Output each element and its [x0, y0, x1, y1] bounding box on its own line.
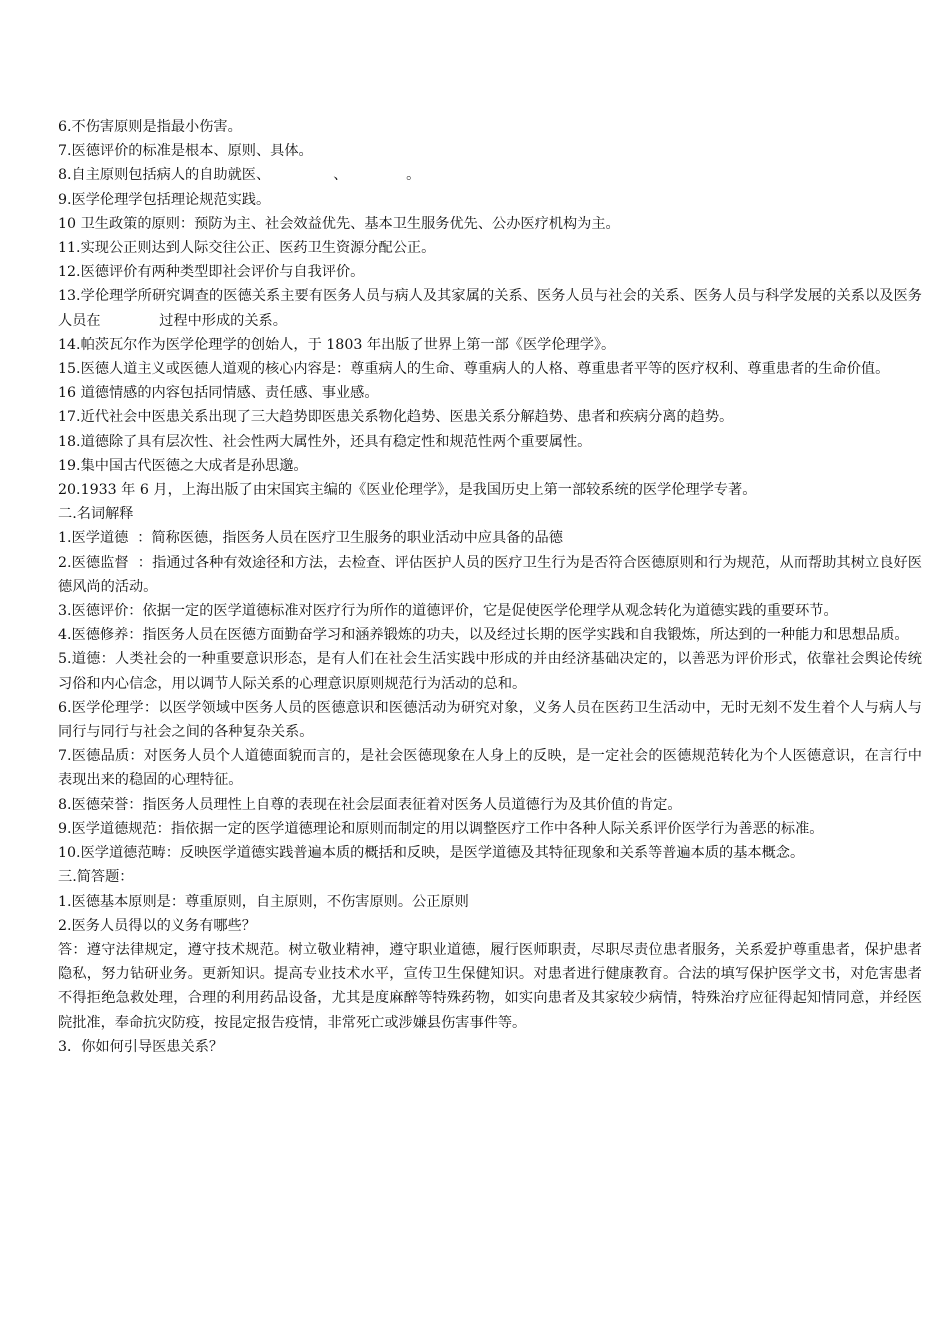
text-line: 答：遵守法律规定，遵守技术规范。树立敬业精神，遵守职业道德，履行医师职责，尽职尽责位患者服务，关系爱护尊重患者，保护患者隐私，努力钻研业务。更新知识。提高专业技术水平，宣传卫生保健知识。对患者进行健康教育。合法的填写保护医学文书，对危害患者不得拒绝急救处理，合理的利用药品设备，尤其是度麻醉等特殊药物，如实向患者及其家较少病情，特殊治疗应征得起知情同意，并经医院批准，奉命抗灾防疫，按昆定报告疫情，非常死亡或涉嫌县伤害事件等。 [58, 941, 922, 1031]
text-line: 14.帕茨瓦尔作为医学伦理学的创始人，于 1803 年出版了世界上第一部《医学伦理学》。 [58, 336, 616, 353]
text-line: 6.不伤害原则是指最小伤害。 [58, 119, 242, 135]
text-line: 20.1933 年 6 月，上海出版了由宋国宾主编的《医业伦理学》，是我国历史上第一部较系统的医学伦理学专著。 [58, 482, 757, 499]
text-line: 9.医学道德规范：指依据一定的医学道德理论和原则而制定的用以调整医疗工作中各种人际关系评价医学行为善恶的标准。 [58, 820, 824, 837]
text-line: 4.医德修养：指医务人员在医德方面勤奋学习和涵养锻炼的功夫，以及经过长期的医学实践和自我锻炼，所达到的一种能力和思想品质。 [58, 627, 909, 644]
text-line: 18.道德除了具有层次性、社会性两大属性外，还具有稳定性和规范性两个重要属性。 [58, 433, 592, 450]
text-line: 3．你如何引导医患关系？ [58, 1038, 224, 1055]
text-line: 19.集中国古代医德之大成者是孙思邈。 [58, 457, 308, 474]
text-line: 17.近代社会中医患关系出现了三大趋势即医患关系物化趋势、医患关系分解趋势、患者和疾病分离的趋势。 [58, 409, 734, 426]
text-line: 13.学伦理学所研究调查的医德关系主要有医务人员与病人及其家属的关系、医务人员与社会的关系、医务人员与科学发展的关系以及医务人员在 过程中形成的关系。 [58, 288, 922, 329]
text-line: 16 道德情感的内容包括同情感、责任感、事业感。 [58, 385, 379, 402]
text-line: 8.医德荣誉：指医务人员理性上自尊的表现在社会层面表征着对医务人员道德行为及其价值的肯定。 [58, 796, 682, 813]
text-line: 5.道德：人类社会的一种重要意识形态，是有人们在社会生活实践中形成的并由经济基础决定的，以善恶为评价形式，依靠社会舆论传统习俗和内心信念，用以调节人际关系的心理意识原则规范行为活动的总和。 [58, 651, 922, 692]
text-line: 9.医学伦理学包括理论规范实践。 [58, 191, 271, 208]
document-body [58, 115, 922, 1059]
text-line: 11.实现公正则达到人际交往公正、医药卫生资源分配公正。 [58, 240, 436, 257]
section-heading: 三.简答题： [58, 869, 134, 886]
text-line: 2.医务人员得以的义务有哪些？ [58, 917, 256, 934]
text-line: 1.医德基本原则是：尊重原则，自主原则，不伤害原则。公正原则 [58, 893, 469, 910]
text-line: 7.医德品质：对医务人员个人道德面貌而言的，是社会医德现象在人身上的反映，是一定社会的医德规范转化为个人医德意识，在言行中表现出来的稳固的心理特征。 [58, 748, 922, 789]
text-line: 7.医德评价的标准是根本、原则、具体。 [58, 143, 313, 160]
text-line: 15.医德人道主义或医德人道观的核心内容是：尊重病人的生命、尊重病人的人格、尊重患者平等的医疗权利、尊重患者的生命价值。 [58, 361, 890, 378]
text-line: 10.医学道德范畴：反映医学道德实践普遍本质的概括和反映，是医学道德及其特征现象和关系等普遍本质的基本概念。 [58, 845, 805, 862]
text-line: 3.医德评价：依据一定的医学道德标准对医疗行为所作的道德评价，它是促使医学伦理学从观念转化为道德实践的重要环节。 [58, 603, 838, 620]
text-line: 2.医德监督 ：指通过各种有效途径和方法，去检查、评估医护人员的医疗卫生行为是否符合医德原则和行为规范，从而帮助其树立良好医德风尚的活动。 [58, 554, 922, 595]
text-line: 12.医德评价有两种类型即社会评价与自我评价。 [58, 264, 365, 281]
text-line: 10 卫生政策的原则：预防为主、社会效益优先、基本卫生服务优先、公办医疗机构为主。 [58, 215, 620, 232]
section-heading: 二.名词解释 [58, 506, 134, 523]
text-line: 1.医学道德 ：简称医德，指医务人员在医疗卫生服务的职业活动中应具备的品德 [58, 530, 563, 547]
text-line: 8.自主原则包括病人的自助就医、 、 。 [58, 167, 421, 184]
text-line: 6.医学伦理学：以医学领域中医务人员的医德意识和医德活动为研究对象，义务人员在医药卫生活动中，无时无刻不发生着个人与病人与同行与同行与社会之间的各种复杂关系。 [58, 699, 922, 741]
